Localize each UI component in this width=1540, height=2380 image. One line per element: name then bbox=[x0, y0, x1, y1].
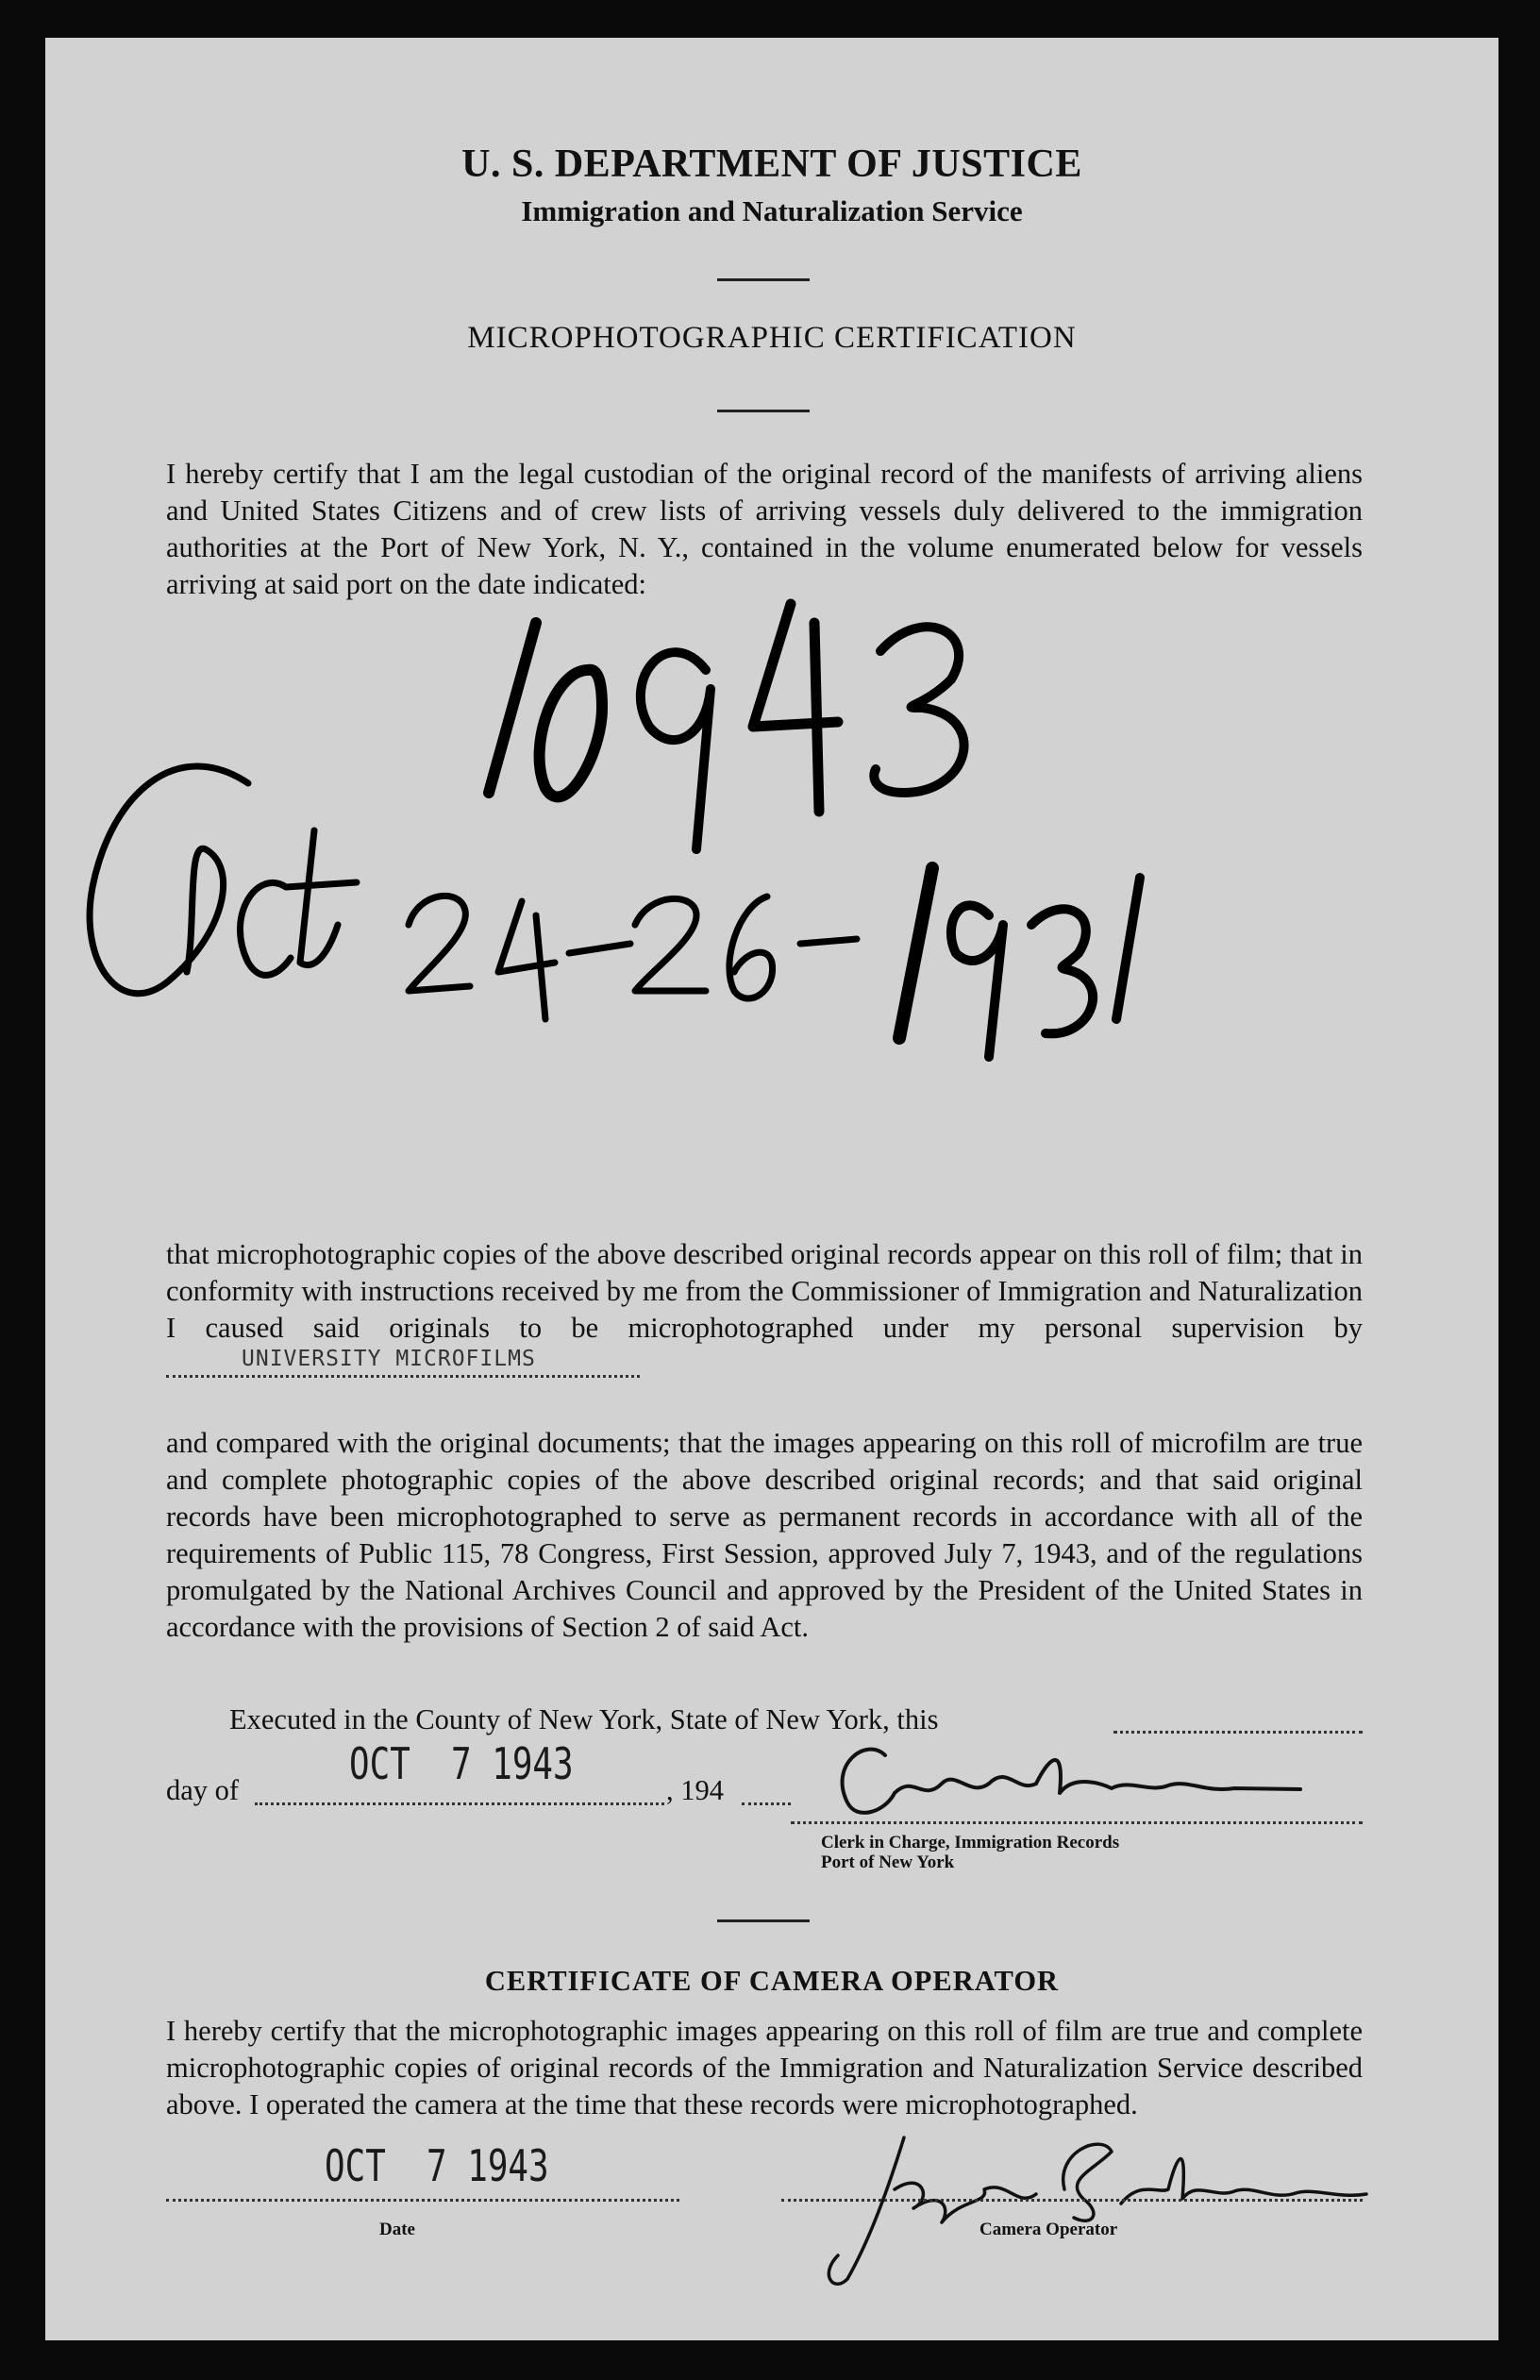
clerk-title-line1: Clerk in Charge, Immigration Records bbox=[821, 1833, 1120, 1852]
clerk-title bbox=[821, 1833, 1119, 1872]
filmed-by-line bbox=[166, 1347, 640, 1378]
day-of-line bbox=[255, 1802, 664, 1805]
certificate-page bbox=[45, 38, 1498, 2340]
service-subheading: Immigration and Naturalization Service bbox=[521, 194, 1023, 227]
camera-stamp-date: OCT 7 1943 bbox=[325, 2140, 549, 2191]
camera-operator-line bbox=[781, 2199, 1363, 2202]
clerk-title-line2: Port of New York bbox=[821, 1852, 955, 1872]
year-line bbox=[742, 1802, 791, 1805]
date-label: Date bbox=[379, 2220, 415, 2239]
divider-rule bbox=[717, 410, 810, 412]
department-heading: U. S. DEPARTMENT OF JUSTICE bbox=[461, 142, 1082, 186]
custodian-paragraph: I hereby certify that I am the legal custodian of the original record of the manifests of arriving aliens and United States Citizens and of crew lists of arriving vessels duly delivered to the immigration authorities at the Port of New York, N. Y., contained in the volume enumerated below for vessels arriving at said port on the date indicated: bbox=[166, 458, 1363, 600]
camera-operator-paragraph: I hereby certify that the microphotographic images appearing on this roll of film are true and complete microphotographic copies of original records of the Immigration and Naturalization Service described above. I operated the camera at the time that these records were microphotographed. bbox=[166, 2015, 1363, 2120]
executed-text: Executed in the County of New York, State of New York, this bbox=[229, 1703, 939, 1735]
certification-title: MICROPHOTOGRAPHIC CERTIFICATION bbox=[467, 321, 1077, 355]
date-line bbox=[166, 2199, 679, 2202]
clerk-signature bbox=[791, 1727, 1357, 1850]
year-prefix: , 194 bbox=[666, 1774, 724, 1806]
divider-rule bbox=[717, 1919, 810, 1922]
filmed-by-value: UNIVERSITY MICROFILMS bbox=[242, 1347, 536, 1371]
handwritten-volume-and-date bbox=[45, 566, 1498, 1095]
compliance-paragraph: and compared with the original documents; that the images appearing on this roll of microfilm are true and complete photographic copies of the above described original records; and that said original records have been microphotographed to serve as permanent records in accordance with all of the requirements of Public 115, 78 Congress, First Session, approved July 7, 1943, and of the regulations promulgated by the National Archives Council and approved by the President of the United States in accordance with the provisions of Section 2 of said Act. bbox=[166, 1427, 1363, 1643]
camera-operator-signature bbox=[781, 2114, 1404, 2303]
executed-stamp-date: OCT 7 1943 bbox=[349, 1738, 574, 1789]
clerk-signature-line bbox=[791, 1821, 1363, 1824]
supervision-paragraph bbox=[166, 1236, 1363, 1387]
camera-operator-label: Camera Operator bbox=[979, 2220, 1118, 2239]
camera-section-title: CERTIFICATE OF CAMERA OPERATOR bbox=[484, 1965, 1060, 1997]
divider-rule bbox=[717, 278, 810, 281]
day-of-label: day of bbox=[166, 1774, 240, 1806]
supervision-text: that microphotographic copies of the above described original records appear on this roll of film; that in conformity with instructions received by me from the Commissioner of Immigration and Naturalization I caused said originals to be microphotographed under my personal supervision by bbox=[166, 1238, 1363, 1344]
